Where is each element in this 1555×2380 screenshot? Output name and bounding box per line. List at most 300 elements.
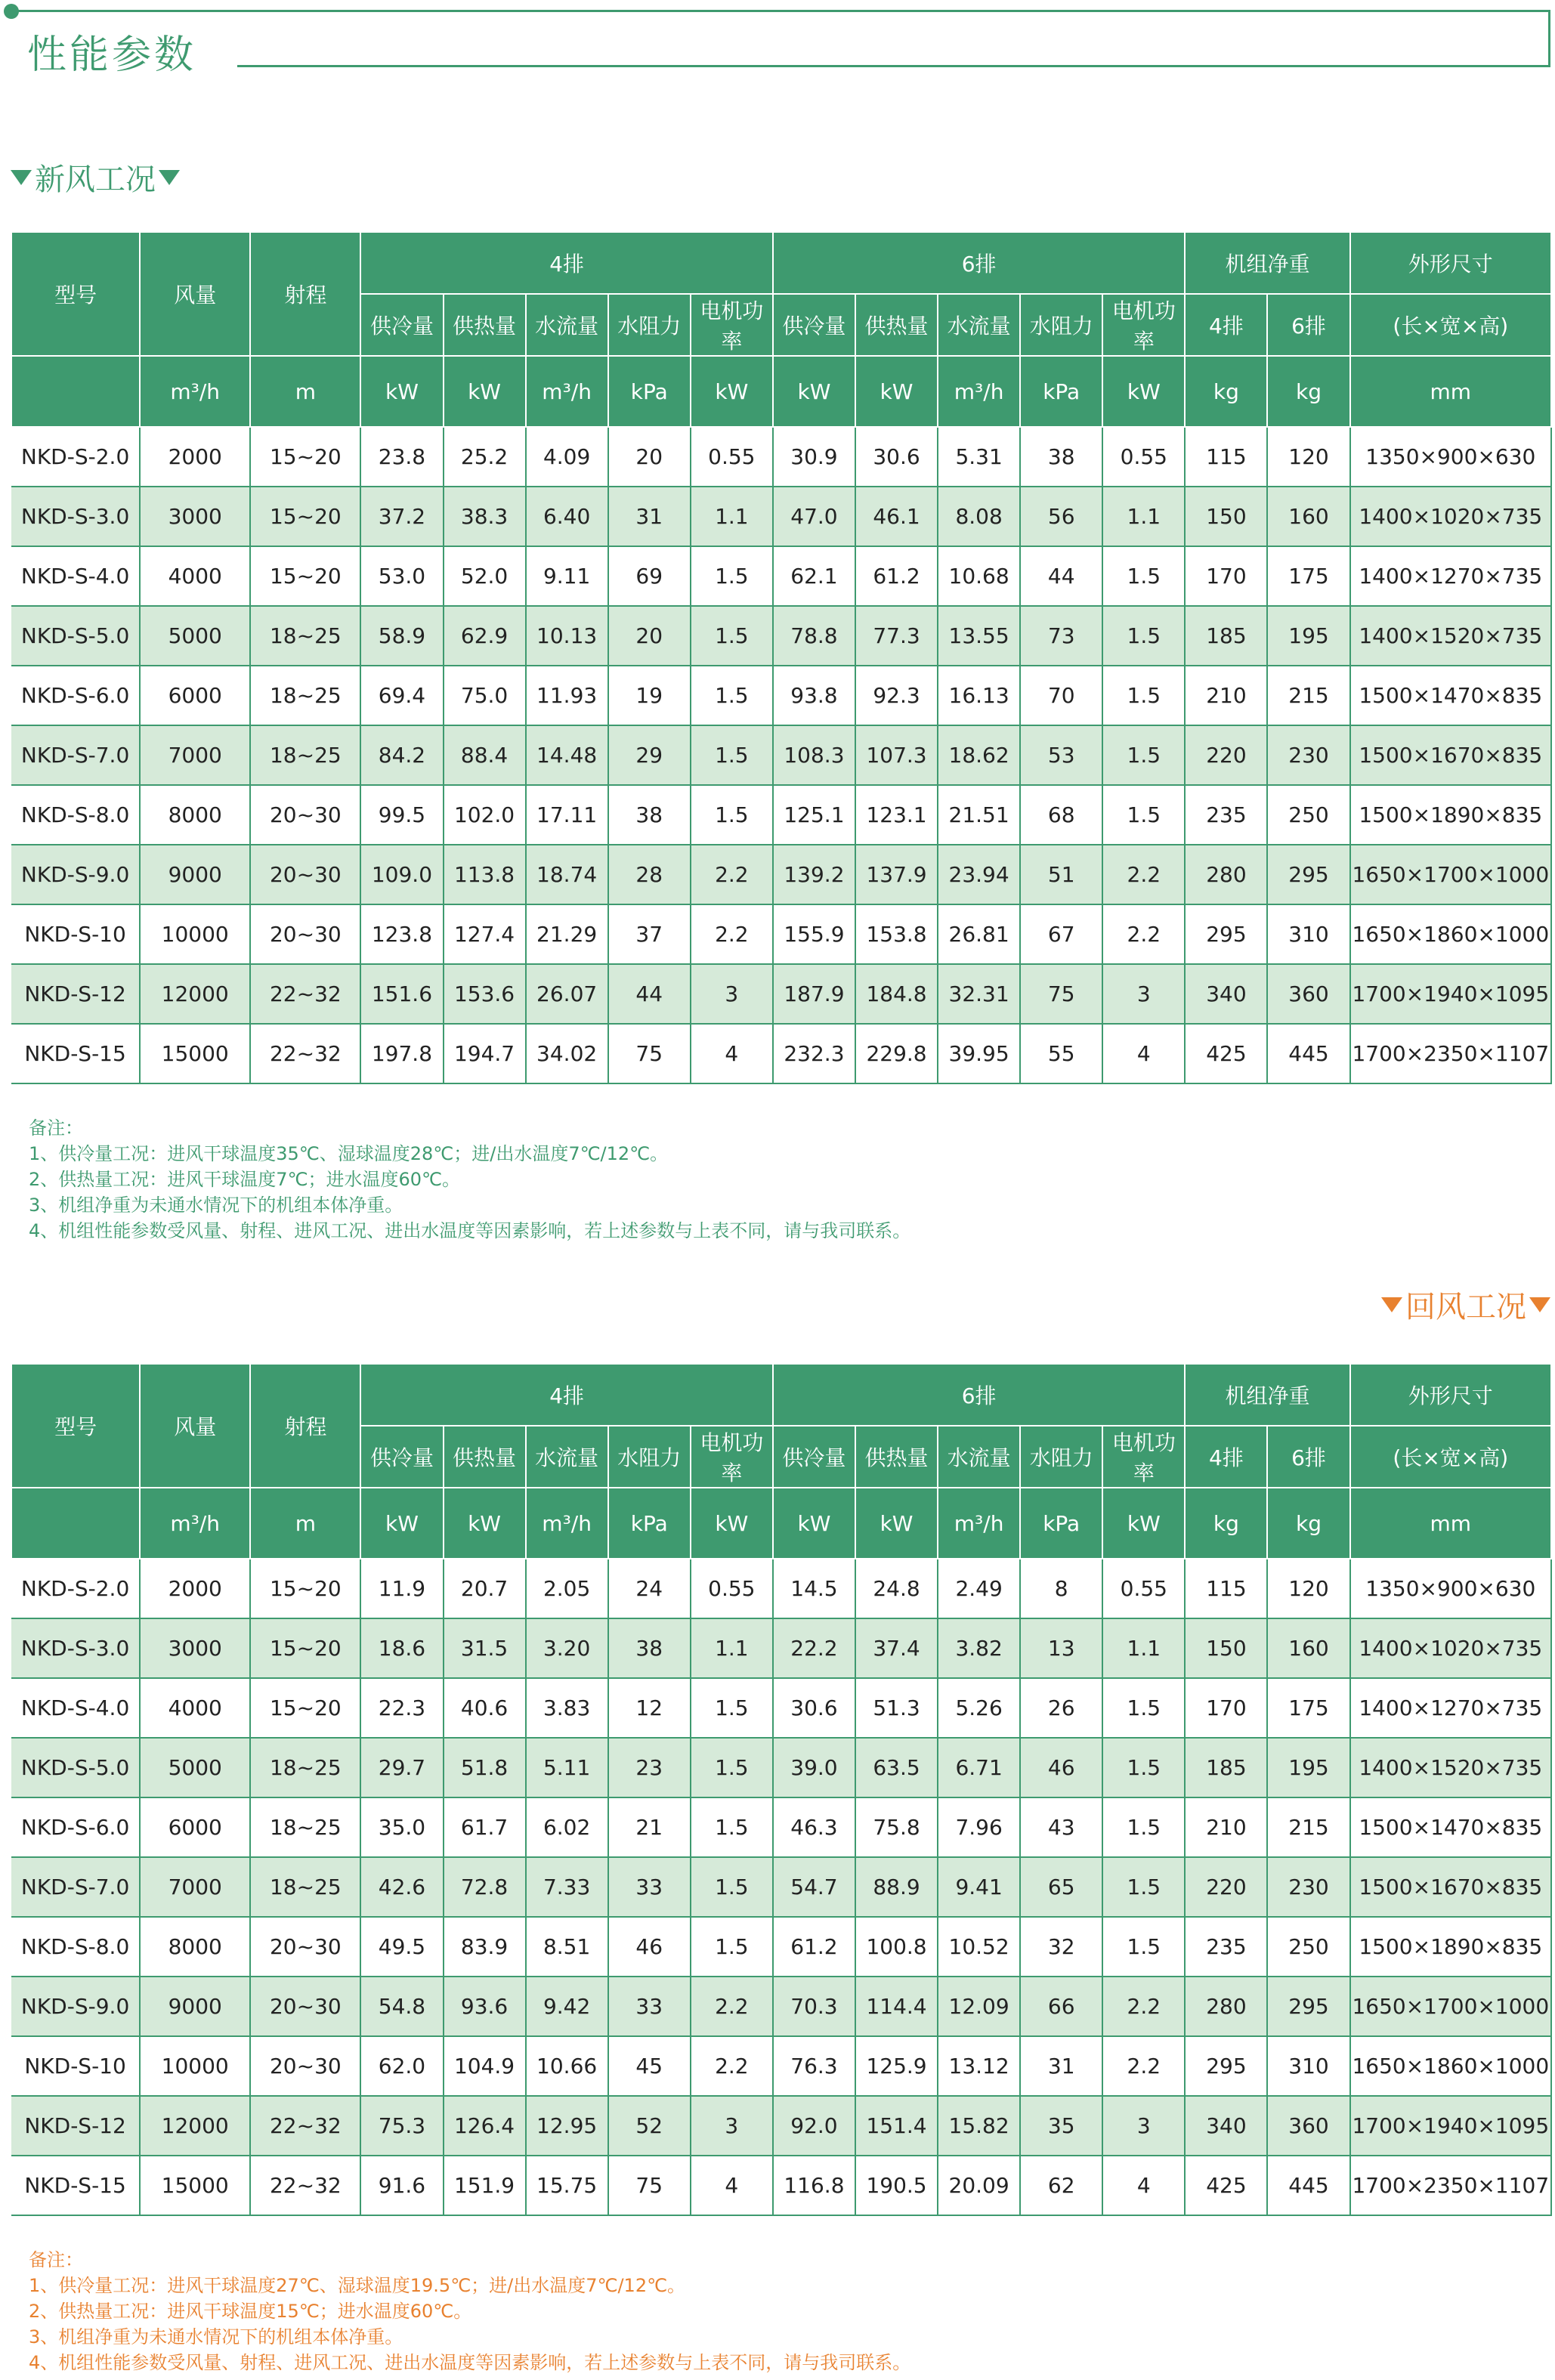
table-cell: NKD-S-15 bbox=[11, 2156, 140, 2215]
table-cell: 1700×2350×1107 bbox=[1350, 1024, 1551, 1083]
table-cell: 1500×1670×835 bbox=[1350, 725, 1551, 785]
table-cell: 20~30 bbox=[250, 2036, 360, 2096]
unit-airflow: m³/h bbox=[140, 356, 250, 427]
table-cell: 194.7 bbox=[444, 1024, 526, 1083]
table-cell: 310 bbox=[1267, 2036, 1349, 2096]
unit-flow: m³/h bbox=[526, 356, 608, 427]
table-cell: 120 bbox=[1267, 1559, 1349, 1618]
table-cell: 10000 bbox=[140, 2036, 250, 2096]
table-cell: NKD-S-4.0 bbox=[11, 1678, 140, 1738]
header-6-rows: 6排 bbox=[773, 1364, 1185, 1426]
table-cell: 5000 bbox=[140, 606, 250, 666]
table-cell: NKD-S-3.0 bbox=[11, 1618, 140, 1678]
table-cell: 18~25 bbox=[250, 725, 360, 785]
header-waterflow: 水流量 bbox=[938, 1426, 1020, 1488]
table-cell: 93.6 bbox=[444, 1977, 526, 2036]
unit-kw: kW bbox=[773, 356, 855, 427]
table-cell: 113.8 bbox=[444, 845, 526, 904]
table-cell: 7.96 bbox=[938, 1797, 1020, 1857]
table-cell: 22~32 bbox=[250, 2156, 360, 2215]
table-cell: 0.55 bbox=[691, 427, 773, 487]
table-cell: 160 bbox=[1267, 487, 1349, 546]
table-cell: 17.11 bbox=[526, 785, 608, 845]
header-weight: 机组净重 bbox=[1185, 1364, 1349, 1426]
fresh-air-table bbox=[11, 231, 1552, 1084]
triangle-down-icon bbox=[1381, 1297, 1402, 1312]
table-cell: 3 bbox=[691, 2096, 773, 2156]
header-heating: 供热量 bbox=[444, 1426, 526, 1488]
table-cell: 6000 bbox=[140, 1797, 250, 1857]
table-cell: NKD-S-5.0 bbox=[11, 606, 140, 666]
table-cell: 5.31 bbox=[938, 427, 1020, 487]
table-cell: 340 bbox=[1185, 2096, 1267, 2156]
table-cell: 25.2 bbox=[444, 427, 526, 487]
table-cell: 22.2 bbox=[773, 1618, 855, 1678]
table-cell: 104.9 bbox=[444, 2036, 526, 2096]
table-cell: 340 bbox=[1185, 964, 1267, 1024]
table-cell: 1650×1700×1000 bbox=[1350, 1977, 1551, 2036]
return-air-table bbox=[11, 1363, 1552, 2216]
table-cell: 34.02 bbox=[526, 1024, 608, 1083]
table-cell: 4000 bbox=[140, 546, 250, 606]
table-cell: 9.42 bbox=[526, 1977, 608, 2036]
table-cell: 75.0 bbox=[444, 666, 526, 725]
table-row bbox=[11, 546, 1551, 606]
header-dimensions: 外形尺寸 bbox=[1350, 232, 1551, 294]
table-cell: 88.4 bbox=[444, 725, 526, 785]
unit-kw: kW bbox=[1102, 1488, 1185, 1559]
table-cell: 360 bbox=[1267, 964, 1349, 1024]
table-cell: 1500×1670×835 bbox=[1350, 1857, 1551, 1917]
table-cell: 11.93 bbox=[526, 666, 608, 725]
table-cell: 3.82 bbox=[938, 1618, 1020, 1678]
table-cell: 9000 bbox=[140, 845, 250, 904]
table-cell: 1.5 bbox=[1102, 666, 1185, 725]
table-cell: 46 bbox=[1020, 1738, 1102, 1797]
table-cell: 1650×1860×1000 bbox=[1350, 2036, 1551, 2096]
table-cell: NKD-S-12 bbox=[11, 2096, 140, 2156]
table-cell: 44 bbox=[608, 964, 691, 1024]
table-cell: 47.0 bbox=[773, 487, 855, 546]
table-cell: 18~25 bbox=[250, 666, 360, 725]
table-cell: 185 bbox=[1185, 606, 1267, 666]
header-throw: 射程 bbox=[250, 232, 360, 356]
table-cell: 26.07 bbox=[526, 964, 608, 1024]
table-cell: 15~20 bbox=[250, 1559, 360, 1618]
table-cell: 280 bbox=[1185, 1977, 1267, 2036]
table-cell: 53.0 bbox=[360, 546, 443, 606]
unit-kpa: kPa bbox=[1020, 356, 1102, 427]
table-cell: 1500×1890×835 bbox=[1350, 1917, 1551, 1977]
table-cell: 445 bbox=[1267, 2156, 1349, 2215]
table-cell: 24.8 bbox=[855, 1559, 938, 1618]
table-cell: 10.68 bbox=[938, 546, 1020, 606]
header-heating: 供热量 bbox=[855, 1426, 938, 1488]
table-cell: 18.74 bbox=[526, 845, 608, 904]
note-line: 1、供冷量工况：进风干球温度27℃、湿球温度19.5℃；进/出水温度7℃/12℃。 bbox=[29, 2275, 686, 2296]
table-cell: 1.5 bbox=[691, 666, 773, 725]
table-cell: 4000 bbox=[140, 1678, 250, 1738]
table-cell: 295 bbox=[1185, 2036, 1267, 2096]
table-cell: NKD-S-8.0 bbox=[11, 785, 140, 845]
table-cell: 69.4 bbox=[360, 666, 443, 725]
table-cell: 1500×1470×835 bbox=[1350, 666, 1551, 725]
header-4-rows: 4排 bbox=[360, 232, 772, 294]
table-cell: NKD-S-10 bbox=[11, 904, 140, 964]
table-cell: 76.3 bbox=[773, 2036, 855, 2096]
table-cell: 107.3 bbox=[855, 725, 938, 785]
note-line: 2、供热量工况：进风干球温度7℃；进水温度60℃。 bbox=[29, 1169, 460, 1190]
table-cell: 123.1 bbox=[855, 785, 938, 845]
title-right-border bbox=[1548, 10, 1550, 66]
table-cell: 13 bbox=[1020, 1618, 1102, 1678]
table-cell: 62 bbox=[1020, 2156, 1102, 2215]
unit-kw: kW bbox=[855, 1488, 938, 1559]
header-heating: 供热量 bbox=[855, 294, 938, 356]
table-cell: 20.7 bbox=[444, 1559, 526, 1618]
unit-kg: kg bbox=[1185, 1488, 1267, 1559]
table-cell: 232.3 bbox=[773, 1024, 855, 1083]
table-cell: 75 bbox=[608, 1024, 691, 1083]
table-cell: 250 bbox=[1267, 1917, 1349, 1977]
table-cell: 1.5 bbox=[1102, 1797, 1185, 1857]
unit-airflow: m³/h bbox=[140, 1488, 250, 1559]
table-cell: 6.71 bbox=[938, 1738, 1020, 1797]
table-cell: 39.95 bbox=[938, 1024, 1020, 1083]
table-cell: 1350×900×630 bbox=[1350, 427, 1551, 487]
table-cell: 23.94 bbox=[938, 845, 1020, 904]
table-cell: 35.0 bbox=[360, 1797, 443, 1857]
header-cooling: 供冷量 bbox=[773, 1426, 855, 1488]
table-cell: 30.6 bbox=[855, 427, 938, 487]
table-cell: 0.55 bbox=[1102, 1559, 1185, 1618]
table-cell: 445 bbox=[1267, 1024, 1349, 1083]
table-cell: 230 bbox=[1267, 725, 1349, 785]
table-cell: 15000 bbox=[140, 1024, 250, 1083]
table-cell: NKD-S-9.0 bbox=[11, 1977, 140, 2036]
table-cell: 3 bbox=[1102, 2096, 1185, 2156]
table-cell: 1.5 bbox=[691, 785, 773, 845]
table-cell: 58.9 bbox=[360, 606, 443, 666]
note-line: 1、供冷量工况：进风干球温度35℃、湿球温度28℃；进/出水温度7℃/12℃。 bbox=[29, 1143, 669, 1164]
table-cell: 4 bbox=[691, 1024, 773, 1083]
table-row bbox=[11, 2156, 1551, 2215]
table-cell: 7000 bbox=[140, 725, 250, 785]
table-cell: 3.83 bbox=[526, 1678, 608, 1738]
table-cell: 1700×2350×1107 bbox=[1350, 2156, 1551, 2215]
header-resistance: 水阻力 bbox=[608, 1426, 691, 1488]
header-airflow: 风量 bbox=[140, 1364, 250, 1488]
table-cell: 2.2 bbox=[1102, 2036, 1185, 2096]
table-cell: 230 bbox=[1267, 1857, 1349, 1917]
table-cell: 13.55 bbox=[938, 606, 1020, 666]
table-cell: 150 bbox=[1185, 487, 1267, 546]
fresh-air-title: 新风工况 bbox=[35, 162, 156, 197]
table-cell: 108.3 bbox=[773, 725, 855, 785]
table-cell: 2000 bbox=[140, 1559, 250, 1618]
table-cell: 4 bbox=[1102, 2156, 1185, 2215]
table-cell: 1700×1940×1095 bbox=[1350, 2096, 1551, 2156]
header-motor: 电机功率 bbox=[691, 294, 773, 356]
table-row bbox=[11, 666, 1551, 725]
table-row bbox=[11, 1797, 1551, 1857]
table-cell: 21 bbox=[608, 1797, 691, 1857]
table-cell: 210 bbox=[1185, 1797, 1267, 1857]
table-cell: 127.4 bbox=[444, 904, 526, 964]
table-cell: 12000 bbox=[140, 964, 250, 1024]
table-cell: 18~25 bbox=[250, 1738, 360, 1797]
table-cell: 4 bbox=[691, 2156, 773, 2215]
return-air-heading bbox=[1381, 1283, 1550, 1326]
table-cell: 1.5 bbox=[691, 1857, 773, 1917]
table-cell: 195 bbox=[1267, 1738, 1349, 1797]
table-cell: 1.5 bbox=[1102, 1857, 1185, 1917]
table-cell: 8000 bbox=[140, 785, 250, 845]
table-row bbox=[11, 487, 1551, 546]
table-cell: 1.5 bbox=[691, 1738, 773, 1797]
table-cell: 184.8 bbox=[855, 964, 938, 1024]
table-cell: 20 bbox=[608, 606, 691, 666]
table-cell: 126.4 bbox=[444, 2096, 526, 2156]
table-cell: 69 bbox=[608, 546, 691, 606]
table-cell: 220 bbox=[1185, 1857, 1267, 1917]
table-cell: 3 bbox=[691, 964, 773, 1024]
table-cell: 51 bbox=[1020, 845, 1102, 904]
table-cell: 51.8 bbox=[444, 1738, 526, 1797]
table-cell: NKD-S-10 bbox=[11, 2036, 140, 2096]
table-cell: 7.33 bbox=[526, 1857, 608, 1917]
table-cell: 20~30 bbox=[250, 1977, 360, 2036]
unit-kpa: kPa bbox=[608, 356, 691, 427]
table-cell: 125.1 bbox=[773, 785, 855, 845]
table-cell: 2000 bbox=[140, 427, 250, 487]
table-cell: 280 bbox=[1185, 845, 1267, 904]
table-cell: 15~20 bbox=[250, 1618, 360, 1678]
table-cell: 65 bbox=[1020, 1857, 1102, 1917]
header-model: 型号 bbox=[11, 1364, 140, 1488]
table-cell: 13.12 bbox=[938, 2036, 1020, 2096]
table-row bbox=[11, 1678, 1551, 1738]
table-cell: 78.8 bbox=[773, 606, 855, 666]
table-cell: 175 bbox=[1267, 1678, 1349, 1738]
header-heating: 供热量 bbox=[444, 294, 526, 356]
table-cell: 1700×1940×1095 bbox=[1350, 964, 1551, 1024]
unit-flow: m³/h bbox=[526, 1488, 608, 1559]
unit-kg: kg bbox=[1185, 356, 1267, 427]
table-cell: 38 bbox=[608, 1618, 691, 1678]
table-cell: 425 bbox=[1185, 1024, 1267, 1083]
table-row bbox=[11, 1917, 1551, 1977]
table-cell: 26.81 bbox=[938, 904, 1020, 964]
table-cell: 8000 bbox=[140, 1917, 250, 1977]
header-cooling: 供冷量 bbox=[360, 294, 443, 356]
table-cell: 38 bbox=[608, 785, 691, 845]
table-cell: 1400×1520×735 bbox=[1350, 606, 1551, 666]
table-cell: 8.51 bbox=[526, 1917, 608, 1977]
header-resistance: 水阻力 bbox=[1020, 294, 1102, 356]
table-cell: 9000 bbox=[140, 1977, 250, 2036]
table-cell: 54.8 bbox=[360, 1977, 443, 2036]
table-cell: 115 bbox=[1185, 1559, 1267, 1618]
table-cell: 75 bbox=[608, 2156, 691, 2215]
table-cell: 20~30 bbox=[250, 1917, 360, 1977]
table-cell: 114.4 bbox=[855, 1977, 938, 2036]
note-line: 3、机组净重为未通水情况下的机组本体净重。 bbox=[29, 1195, 403, 1216]
table-cell: 2.2 bbox=[691, 2036, 773, 2096]
table-cell: 72.8 bbox=[444, 1857, 526, 1917]
table-cell: NKD-S-8.0 bbox=[11, 1917, 140, 1977]
table-cell: 1650×1860×1000 bbox=[1350, 904, 1551, 964]
table-cell: 75.3 bbox=[360, 2096, 443, 2156]
table-cell: 0.55 bbox=[1102, 427, 1185, 487]
table-cell: 153.8 bbox=[855, 904, 938, 964]
table-cell: 7000 bbox=[140, 1857, 250, 1917]
table-cell: 15000 bbox=[140, 2156, 250, 2215]
table-cell: 75.8 bbox=[855, 1797, 938, 1857]
header-cooling: 供冷量 bbox=[360, 1426, 443, 1488]
table-cell: 5.26 bbox=[938, 1678, 1020, 1738]
table-cell: 9.11 bbox=[526, 546, 608, 606]
header-dimensions-sub: (长×宽×高) bbox=[1350, 294, 1551, 356]
unit-kw: kW bbox=[444, 1488, 526, 1559]
table-cell: 215 bbox=[1267, 1797, 1349, 1857]
table-cell: 30.9 bbox=[773, 427, 855, 487]
table-cell: 1.1 bbox=[691, 1618, 773, 1678]
table-cell: 15~20 bbox=[250, 427, 360, 487]
unit-flow: m³/h bbox=[938, 356, 1020, 427]
unit-throw: m bbox=[250, 1488, 360, 1559]
table-cell: 2.2 bbox=[691, 845, 773, 904]
table-cell: 15~20 bbox=[250, 487, 360, 546]
table-cell: NKD-S-3.0 bbox=[11, 487, 140, 546]
table-cell: 42.6 bbox=[360, 1857, 443, 1917]
unit-kw: kW bbox=[444, 356, 526, 427]
unit-kw: kW bbox=[1102, 356, 1185, 427]
table-cell: 70.3 bbox=[773, 1977, 855, 2036]
table-row bbox=[11, 785, 1551, 845]
table-cell: 155.9 bbox=[773, 904, 855, 964]
table-cell: 40.6 bbox=[444, 1678, 526, 1738]
table-cell: 295 bbox=[1267, 1977, 1349, 2036]
table-cell: 22~32 bbox=[250, 1024, 360, 1083]
table-cell: 1.5 bbox=[691, 1678, 773, 1738]
table-cell: 1400×1270×735 bbox=[1350, 546, 1551, 606]
return-air-title: 回风工况 bbox=[1405, 1290, 1526, 1324]
table-cell: 190.5 bbox=[855, 2156, 938, 2215]
table-cell: 170 bbox=[1185, 1678, 1267, 1738]
table-cell: 2.2 bbox=[691, 904, 773, 964]
table-cell: 116.8 bbox=[773, 2156, 855, 2215]
note-line: 3、机组净重为未通水情况下的机组本体净重。 bbox=[29, 2326, 403, 2348]
table-cell: 151.6 bbox=[360, 964, 443, 1024]
table-cell: 22~32 bbox=[250, 964, 360, 1024]
table-cell: 1.5 bbox=[1102, 546, 1185, 606]
table-cell: 4 bbox=[1102, 1024, 1185, 1083]
unit-kw: kW bbox=[691, 356, 773, 427]
table-cell: 20~30 bbox=[250, 845, 360, 904]
table-cell: 31 bbox=[608, 487, 691, 546]
header-weight-4: 4排 bbox=[1185, 294, 1267, 356]
table-cell: NKD-S-2.0 bbox=[11, 427, 140, 487]
table-cell: 52.0 bbox=[444, 546, 526, 606]
top-border-line bbox=[17, 10, 1550, 12]
table-cell: 100.8 bbox=[855, 1917, 938, 1977]
table-cell: 33 bbox=[608, 1977, 691, 2036]
table-cell: 52 bbox=[608, 2096, 691, 2156]
table-cell: 83.9 bbox=[444, 1917, 526, 1977]
table-cell: 32.31 bbox=[938, 964, 1020, 1024]
table-cell: NKD-S-7.0 bbox=[11, 1857, 140, 1917]
header-motor: 电机功率 bbox=[691, 1426, 773, 1488]
unit-kg: kg bbox=[1267, 1488, 1349, 1559]
table-cell: 2.2 bbox=[1102, 904, 1185, 964]
table-cell: 2.2 bbox=[691, 1977, 773, 2036]
table-cell: 1.5 bbox=[691, 1917, 773, 1977]
header-dimensions-sub: (长×宽×高) bbox=[1350, 1426, 1551, 1488]
table-cell: 18~25 bbox=[250, 606, 360, 666]
header-resistance: 水阻力 bbox=[1020, 1426, 1102, 1488]
table-cell: 11.9 bbox=[360, 1559, 443, 1618]
table-cell: 197.8 bbox=[360, 1024, 443, 1083]
table-cell: 12.09 bbox=[938, 1977, 1020, 2036]
table-cell: 33 bbox=[608, 1857, 691, 1917]
table-cell: 125.9 bbox=[855, 2036, 938, 2096]
table-cell: 68 bbox=[1020, 785, 1102, 845]
table-cell: 139.2 bbox=[773, 845, 855, 904]
table-cell: 1.5 bbox=[1102, 1678, 1185, 1738]
header-6-rows: 6排 bbox=[773, 232, 1185, 294]
table-cell: 66 bbox=[1020, 1977, 1102, 2036]
table-cell: 88.9 bbox=[855, 1857, 938, 1917]
table-cell: 1400×1020×735 bbox=[1350, 1618, 1551, 1678]
table-cell: 120 bbox=[1267, 427, 1349, 487]
table-cell: 1.1 bbox=[1102, 487, 1185, 546]
header-airflow: 风量 bbox=[140, 232, 250, 356]
table-cell: 15~20 bbox=[250, 1678, 360, 1738]
table-cell: 235 bbox=[1185, 1917, 1267, 1977]
table-cell: 92.3 bbox=[855, 666, 938, 725]
table-cell: 37.4 bbox=[855, 1618, 938, 1678]
table-cell: 185 bbox=[1185, 1738, 1267, 1797]
table-cell: 62.9 bbox=[444, 606, 526, 666]
table-row bbox=[11, 1024, 1551, 1083]
table-cell: 93.8 bbox=[773, 666, 855, 725]
table-cell: 43 bbox=[1020, 1797, 1102, 1857]
table-cell: 360 bbox=[1267, 2096, 1349, 2156]
note-line: 4、机组性能参数受风量、射程、进风工况、进出水温度等因素影响，若上述参数与上表不同，请与我司联系。 bbox=[29, 1220, 911, 1241]
table-cell: NKD-S-7.0 bbox=[11, 725, 140, 785]
table-cell: 24 bbox=[608, 1559, 691, 1618]
table-cell: 175 bbox=[1267, 546, 1349, 606]
table-cell: 8 bbox=[1020, 1559, 1102, 1618]
header-motor: 电机功率 bbox=[1102, 1426, 1185, 1488]
table-cell: 20 bbox=[608, 427, 691, 487]
table-cell: 21.29 bbox=[526, 904, 608, 964]
table-cell: 102.0 bbox=[444, 785, 526, 845]
unit-kpa: kPa bbox=[1020, 1488, 1102, 1559]
header-resistance: 水阻力 bbox=[608, 294, 691, 356]
notes-label: 备注： bbox=[29, 2249, 83, 2270]
table-cell: 1400×1020×735 bbox=[1350, 487, 1551, 546]
unit-kpa: kPa bbox=[608, 1488, 691, 1559]
table-cell: 30.6 bbox=[773, 1678, 855, 1738]
table-cell: 1.5 bbox=[691, 606, 773, 666]
table-cell: 61.2 bbox=[773, 1917, 855, 1977]
table-cell: 54.7 bbox=[773, 1857, 855, 1917]
table-cell: 75 bbox=[1020, 964, 1102, 1024]
table-cell: 195 bbox=[1267, 606, 1349, 666]
table-cell: 250 bbox=[1267, 785, 1349, 845]
